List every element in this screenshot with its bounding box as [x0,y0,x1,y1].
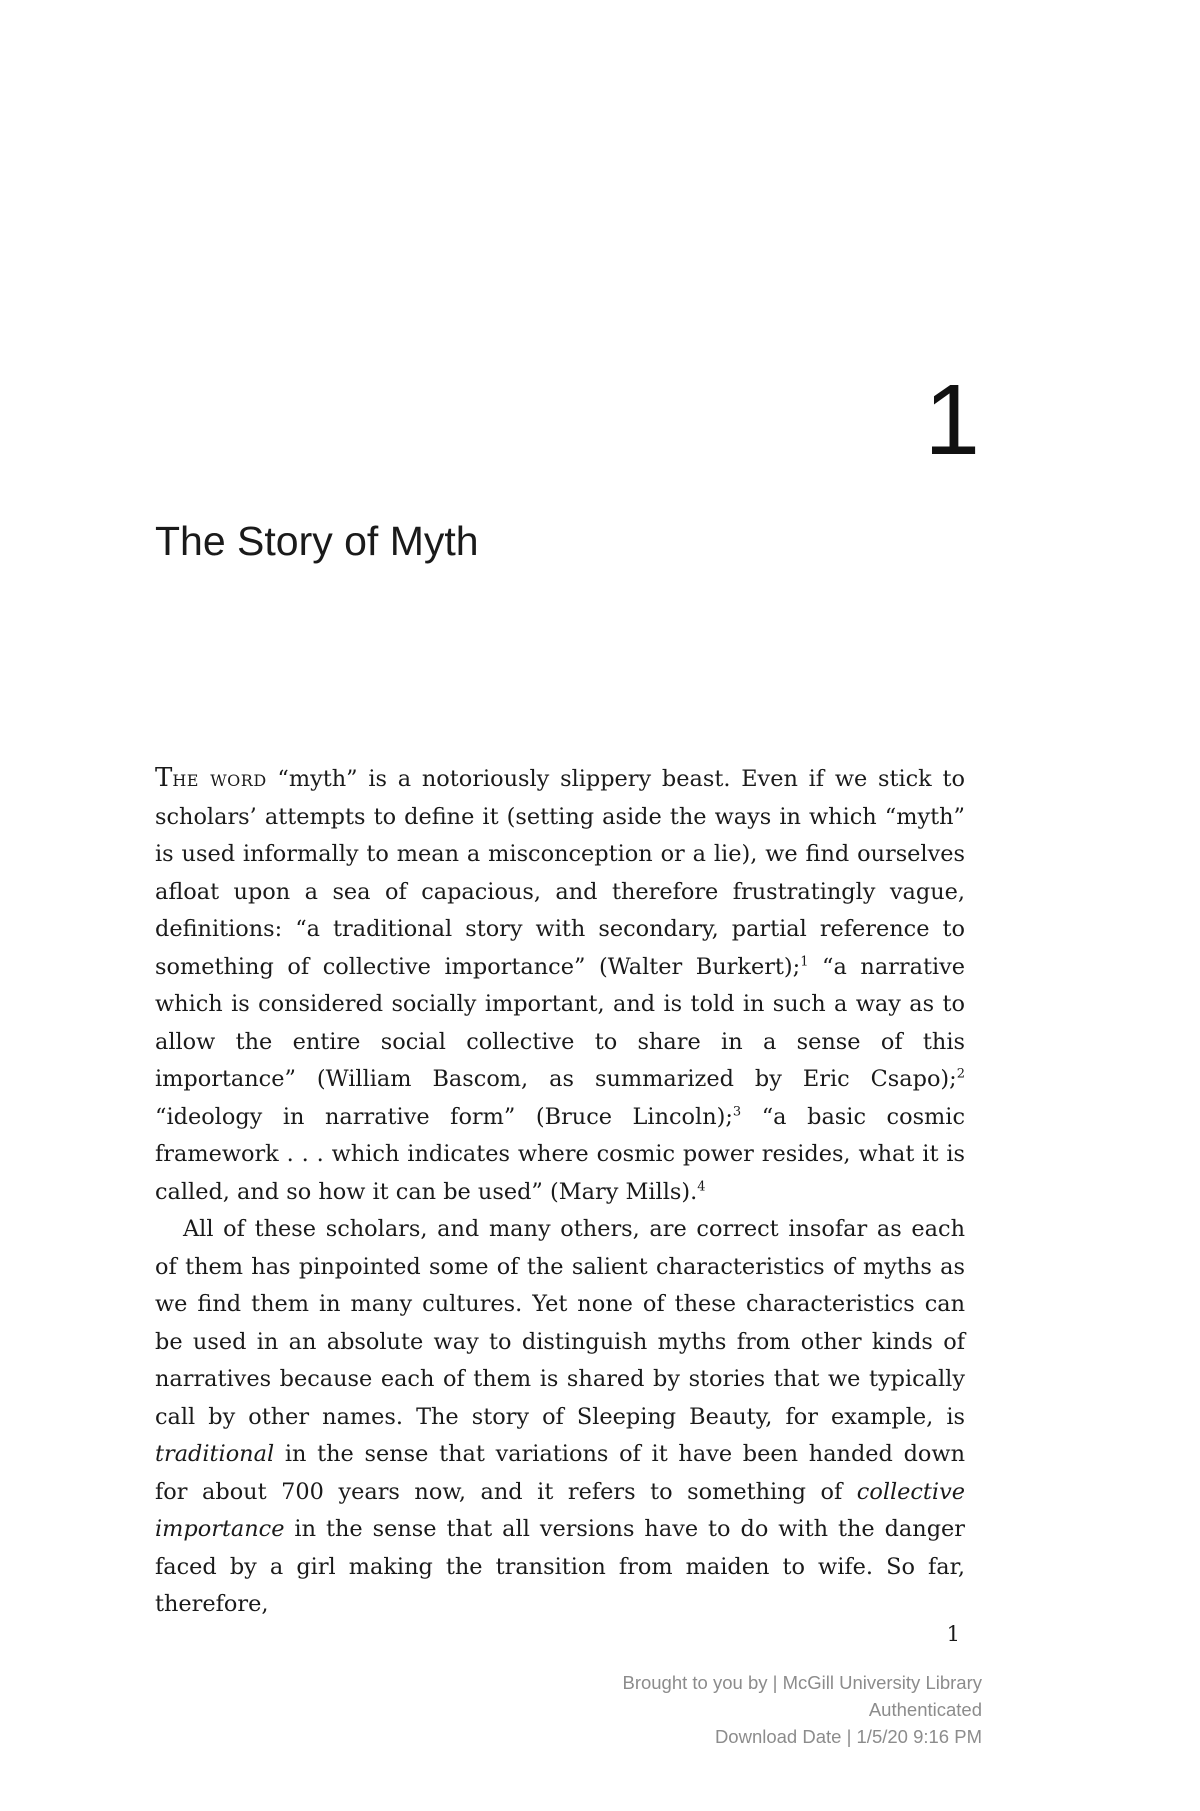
chapter-number: 1 [924,364,980,476]
paragraph-1-text-d: “a basic cosmic framework . . . which indicates where cosmic power resides, what it is called, and so how it can be used” (Mary Mills). [155,1103,965,1205]
lead-initial: T [155,763,173,793]
paragraph-2-text-c: in the sense that all versions have to do with the danger faced by a girl making the transition from maiden to wife. So far, therefore, [155,1516,965,1617]
footnote-ref-2[interactable]: 2 [956,1066,965,1082]
emphasis-collective-importance: collective importance [155,1478,965,1542]
watermark-line-2: Authenticated [868,1699,982,1720]
body-text [155,760,965,1624]
paragraph-1-text-a: “myth” is a notoriously slippery beast. Even if we stick to scholars’ attempts to define it (setting aside the ways in which “myth” is used informally to mean a misconception or a lie), we find ourselves afloat upon a sea of capacious, and therefore frustratingly vague, definitions: “a traditional story with secondary, partial reference to something of collective importance” (Walter Burkert); [155,766,965,980]
access-watermark [622,1669,982,1750]
paragraph-1 [155,760,965,1211]
page-number: 1 [946,1622,960,1646]
paragraph-1-text-b: “a narrative which is considered socially important, and is told in such a way as to allow the entire social collective to share in a sense of this importance” (William Bascom, as summarized by Eric Csapo); [155,953,965,1092]
paragraph-2 [155,1211,965,1624]
footnote-ref-1[interactable]: 1 [800,954,809,970]
chapter-title: The Story of Myth [155,518,479,564]
footnote-ref-4[interactable]: 4 [697,1179,706,1195]
footnote-ref-3[interactable]: 3 [732,1104,742,1120]
lead-smallcaps: he word [172,766,267,792]
paragraph-2-text-b: in the sense that variations of it have been handed down for about 700 years now, and it refers to something of [155,1441,965,1505]
watermark-line-1: Brought to you by | McGill University Library [622,1672,982,1693]
watermark-line-3: Download Date | 1/5/20 9:16 PM [714,1726,982,1747]
emphasis-traditional: traditional [155,1441,275,1467]
paragraph-1-text-c: “ideology in narrative form” (Bruce Lincoln); [155,1103,733,1130]
paragraph-2-text-a: All of these scholars, and many others, are correct insofar as each of them has pinpointed some of the salient characteristics of myths as we find them in many cultures. Yet none of these characteristics can be used in an absolute way to distinguish myths from other kinds of narratives because each of them is shared by stories that we typically call by other names. The story of Sleeping Beauty, for example, is [155,1216,965,1430]
